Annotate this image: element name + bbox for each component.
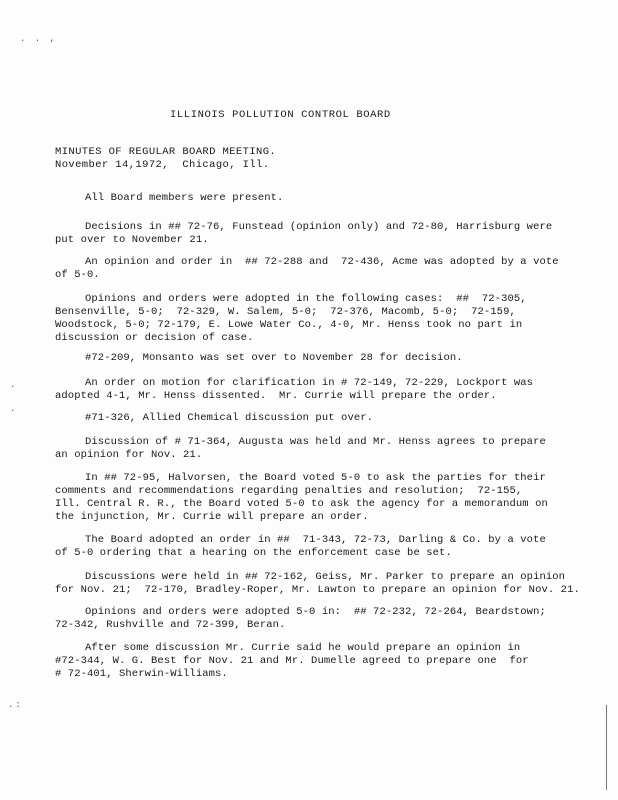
paragraph-line: of 5-0.: [55, 269, 100, 281]
paragraph-line: #72-344, W. G. Best for Nov. 21 and Mr. Dumelle agreed to prepare one for: [55, 655, 529, 667]
paragraph-beardstown: [55, 606, 555, 632]
paragraph-line: #72-209, Monsanto was set over to November 28 for decision.: [85, 352, 463, 364]
scan-speck-left-2: .: [10, 404, 18, 414]
scan-speck-left-1: .: [10, 380, 18, 390]
paragraph-acme: [55, 256, 559, 282]
paragraph-line: Discussion of # 71-364, Augusta was held and Mr. Henss agrees to prepare: [85, 436, 546, 448]
paragraph-line: discussion or decision of case.: [55, 332, 254, 344]
paragraph-halvorsen: [55, 472, 555, 524]
paragraph-discussions: [55, 571, 580, 597]
paragraph-line: Discussions were held in ## 72-162, Geiss, Mr. Parker to prepare an opinion: [85, 571, 566, 583]
paragraph-line: Woodstock, 5-0; 72-179, E. Lowe Water Co., 4-0, Mr. Henss took no part in: [55, 319, 523, 331]
scan-edge-line: [606, 705, 607, 790]
paragraph-attendance: [55, 192, 555, 205]
paragraph-line: After some discussion Mr. Currie said he would prepare an opinion in: [85, 642, 521, 654]
paragraph-line: All Board members were present.: [85, 192, 284, 204]
paragraph-opinions-adopted: [55, 293, 555, 345]
paragraph-augusta: [55, 436, 555, 462]
paragraph-line: for Nov. 21; 72-170, Bradley-Roper, Mr. Lawton to prepare an opinion for Nov. 21.: [55, 584, 580, 596]
paragraph-decisions: [55, 221, 555, 247]
paragraph-best-sherwin: [55, 642, 555, 681]
paragraph-line: adopted 4-1, Mr. Henss dissented. Mr. Currie will prepare the order.: [55, 390, 497, 402]
scan-speck-left-bottom: .:: [8, 700, 23, 710]
paragraph-line: An order on motion for clarification in # 72-149, 72-229, Lockport was: [85, 377, 534, 389]
minutes-heading: MINUTES OF REGULAR BOARD MEETING.: [55, 146, 277, 158]
paragraph-line: 72-342, Rushville and 72-399, Beran.: [55, 619, 286, 631]
document-title: ILLINOIS POLLUTION CONTROL BOARD: [170, 109, 391, 121]
paragraph-lockport: [55, 377, 555, 403]
paragraph-line: Bensenville, 5-0; 72-329, W. Salem, 5-0; 72-376, Macomb, 5-0; 72-159,: [55, 306, 516, 318]
paragraph-line: The Board adopted an order in ## 71-343, 72-73, Darling & Co. by a vote: [85, 534, 546, 546]
paragraph-darling: [55, 534, 555, 560]
scan-speck-top-left: . . ,: [20, 34, 58, 44]
paragraph-monsanto: [55, 352, 555, 365]
paragraph-line: Ill. Central R. R., the Board voted 5-0 to ask the agency for a memorandum on: [55, 498, 548, 510]
paragraph-line: Opinions and orders were adopted 5-0 in: ## 72-232, 72-264, Beardstown;: [85, 606, 546, 618]
paragraph-line: In ## 72-95, Halvorsen, the Board voted 5-0 to ask the parties for their: [85, 472, 546, 484]
paragraph-line: # 72-401, Sherwin-Williams.: [55, 668, 228, 680]
paragraph-line: An opinion and order in ## 72-288 and 72-436, Acme was adopted by a vote: [85, 256, 559, 268]
paragraph-line: of 5-0 ordering that a hearing on the enforcement case be set.: [55, 547, 452, 559]
paragraph-line: comments and recommendations regarding penalties and resolution; 72-155,: [55, 485, 523, 497]
paragraph-allied-chemical: [55, 412, 555, 425]
meeting-date-location: November 14,1972, Chicago, Ill.: [55, 159, 270, 171]
paragraph-line: an opinion for Nov. 21.: [55, 449, 203, 461]
paragraph-line: Decisions in ## 72-76, Funstead (opinion only) and 72-80, Harrisburg were: [85, 221, 553, 233]
paragraph-line: Opinions and orders were adopted in the following cases: ## 72-305,: [85, 293, 527, 305]
paragraph-line: the injunction, Mr. Currie will prepare an order.: [55, 511, 369, 523]
paragraph-line: #71-326, Allied Chemical discussion put over.: [85, 412, 374, 424]
paragraph-line: put over to November 21.: [55, 234, 209, 246]
